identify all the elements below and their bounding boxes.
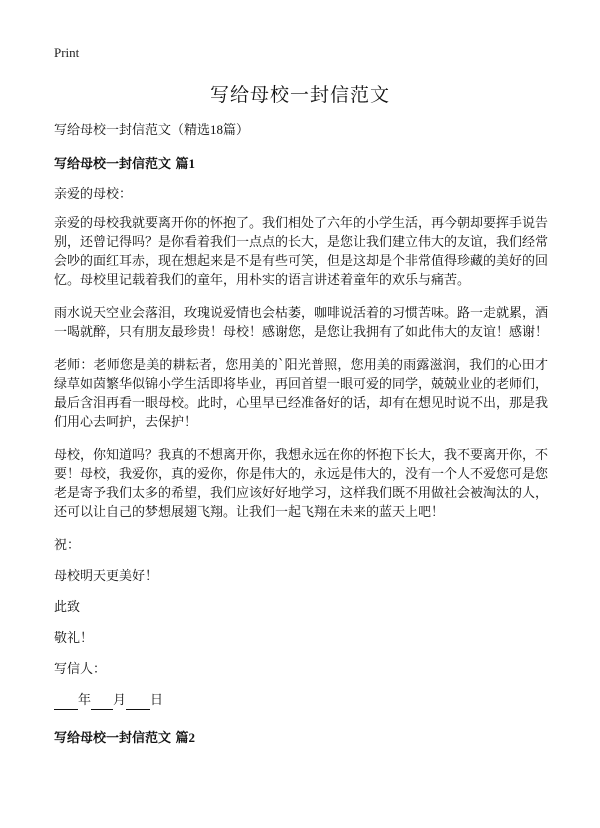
section-heading-1-text: 写给母校一封信范文 篇 <box>54 157 189 172</box>
document-subtitle <box>54 120 548 140</box>
subtitle-prefix: 写给母校一封信范文（精选 <box>54 123 211 138</box>
letter-paragraph-3: 老师：老师您是美的耕耘者，您用美的`阳光普照，您用美的雨露滋润，我们的心田才绿草如茵繁华似锦小学生活即将毕业，再回首望一眼可爱的同学，兢兢业业的老师们，最后含泪再看一眼母校。此时，心里早已经准备好的话，却有在想见时说不出，那是我们用心去呵护，去保护！ <box>54 358 549 430</box>
day-blank <box>126 695 150 710</box>
closing-jingli: 敬礼！ <box>54 631 94 646</box>
section-heading-2 <box>54 728 548 748</box>
section-heading-2-number: 2 <box>188 730 196 745</box>
subtitle-suffix: 篇） <box>223 123 250 138</box>
letter-paragraph-4: 母校，你知道吗？我真的不想离开你，我想永远在你的怀抱下长大，我不要离开你，不要！母校，我爱你，真的爱你，你是伟大的，永远是伟大的，没有一个人不爱您可是您老是寄予我们太多的希望，我们应该好好地学习，这样我们既不用做社会被淘汰的人，还可以让自己的梦想展翅飞翔。让我们一起飞翔在未来的蓝天上吧！ <box>54 448 549 520</box>
sender-label: 写信人： <box>54 662 107 677</box>
letter-paragraph-1: 亲爱的母校我就要离开你的怀抱了。我们相处了六年的小学生活，再今朝却要挥手说告别，还曾记得吗？是你看着我们一点点的长大，是您让我们建立伟大的友谊，我们经常会吵的面红耳赤，现在想起来是不是有些可笑，但是这却是个非常值得珍藏的美好的回忆。母校里记载着我们的童年，用朴实的语言讲述着童年的欢乐与痛苦。 <box>54 216 549 288</box>
month-blank <box>91 695 113 710</box>
closing-wish: 母校明天更美好！ <box>54 569 159 584</box>
date-line <box>54 691 548 710</box>
date-year-label: 年 <box>78 693 92 708</box>
closing-cizhi: 此致 <box>54 600 81 615</box>
closing-zhu: 祝： <box>54 538 81 553</box>
letter-salutation: 亲爱的母校： <box>54 187 133 202</box>
section-heading-2-text: 写给母校一封信范文 篇 <box>54 731 189 746</box>
letter-paragraph-2: 雨水说天空业会落泪，玫瑰说爱情也会枯萎，咖啡说活着的习惯苦味。路一走就累，酒一喝就醉，只有朋友最珍贵！母校！感谢您，是您让我拥有了如此伟大的友谊！感谢！ <box>54 306 549 340</box>
section-heading-1 <box>54 154 548 174</box>
document-title: 写给母校一封信范文 <box>209 84 390 106</box>
date-day-label: 日 <box>150 693 164 708</box>
print-label: Print <box>54 45 80 60</box>
section-heading-1-number: 1 <box>188 156 196 171</box>
date-month-label: 月 <box>113 693 127 708</box>
document-body <box>54 120 548 759</box>
year-blank <box>54 695 78 710</box>
subtitle-count: 18 <box>210 122 224 137</box>
